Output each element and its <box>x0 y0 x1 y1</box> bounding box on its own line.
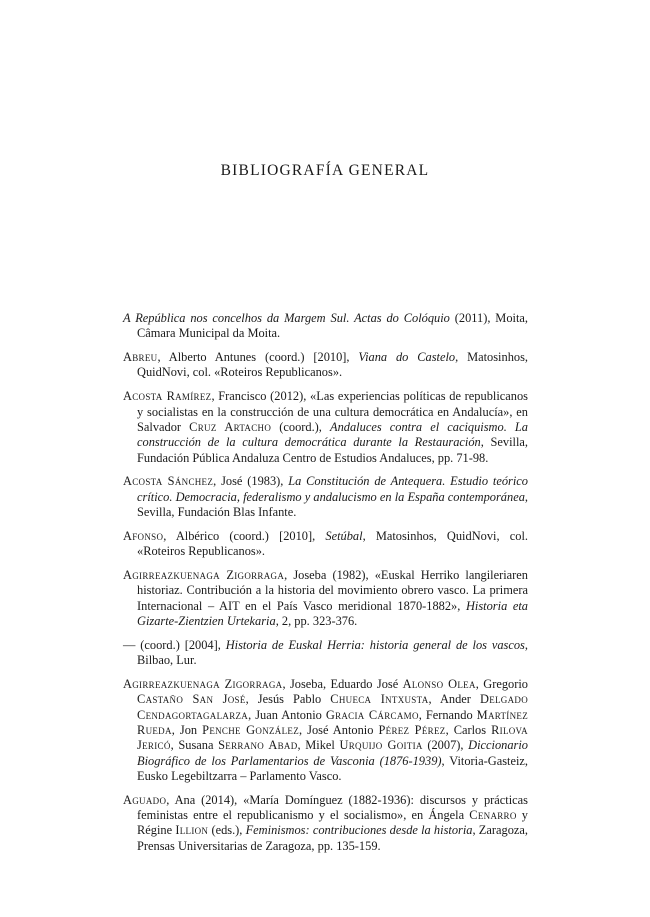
citation-text: , Gregorio <box>475 677 528 692</box>
citation-text: , Fernando <box>418 707 477 722</box>
bibliography-entry <box>123 474 528 520</box>
author-surname: Illion <box>175 823 209 838</box>
author-surname: Aguado <box>123 792 167 807</box>
author-surname: Cruz Artacho <box>189 419 272 434</box>
citation-text: , Juan Antonio <box>248 707 326 722</box>
citation-text: , Albérico (coord.) [2010], <box>163 528 326 543</box>
work-title: Historia eta Gizarte-Zientzien Urtekaria <box>137 598 528 629</box>
bibliography-entry <box>123 638 528 669</box>
citation-text: , Jesús Pablo <box>245 692 331 707</box>
citation-text: , Joseba (1982), «Euskal Herriko langileriaren historiaz. Contribución a la historia del movimiento obrero vasco. La primera Internacional – AIT en el País Vasco meridional 1870-1882», <box>137 568 528 613</box>
bibliography-entry <box>123 677 528 784</box>
citation-text: , Sevilla, Fundación Blas Infante. <box>137 489 528 520</box>
author-surname: Gracia Cárcamo <box>325 707 419 722</box>
citation-text: , Ander <box>428 692 480 707</box>
citation-text: , Ana (2014), «María Domínguez (1882-1936): discursos y prácticas feministas entre el republicanismo y el socialismo», en Ángela <box>137 792 528 823</box>
work-title: A República nos concelhos da Margem Sul. Actas do Colóquio <box>123 311 450 325</box>
citation-text: , Susana <box>170 738 219 753</box>
bibliography-list <box>123 311 528 863</box>
author-surname: Cenarro <box>469 808 517 823</box>
work-title: Historia de Euskal Herria: historia general de los vascos <box>225 637 525 652</box>
author-surname: Rilova Jericó <box>137 722 528 753</box>
bibliography-entry <box>123 311 528 342</box>
author-surname: Serrano Abad <box>218 738 298 753</box>
author-surname: Castaño San José <box>137 692 246 707</box>
citation-text: , Joseba, Eduardo José <box>282 677 403 692</box>
citation-text: , Vitoria-Gasteiz, Eusko Legebiltzarra – Parlamento Vasco. <box>137 753 529 783</box>
author-surname: Penche González <box>202 722 299 737</box>
author-surname: Delgado Cendagortagalarza <box>137 692 529 722</box>
citation-text: , José (1983), <box>213 474 289 489</box>
bibliography-entry <box>123 529 528 560</box>
citation-text: (coord.), <box>271 419 331 434</box>
work-title: La Constitución de Antequera. Estudio teórico crítico. Democracia, federalismo y andalucismo en la España contemporánea <box>137 474 528 504</box>
author-surname: Acosta Sánchez <box>123 474 214 489</box>
citation-text: (2007), <box>422 738 469 753</box>
author-surname: Acosta Ramírez <box>123 389 212 404</box>
work-title: Setúbal <box>325 528 363 543</box>
citation-text: , Carlos <box>445 722 492 737</box>
citation-text: — (coord.) [2004], <box>123 637 226 652</box>
author-surname: Alonso Olea <box>402 677 476 692</box>
citation-text: , Jon <box>171 722 203 737</box>
citation-text: , Alberto Antunes (coord.) [2010], <box>157 350 359 365</box>
author-surname: Agirreazkuenaga Zigorraga <box>123 568 285 583</box>
author-surname: Afonso <box>123 528 164 543</box>
citation-text: , Sevilla, Fundación Pública Andaluza Centro de Estudios Andaluces, pp. 71-98. <box>137 435 528 465</box>
bibliography-entry <box>123 568 528 629</box>
citation-text: , Matosinhos, QuidNovi, col. «Roteiros Republicanos». <box>137 528 528 559</box>
citation-text: , Bilbao, Lur. <box>137 637 528 668</box>
page-title: BIBLIOGRAFÍA GENERAL <box>220 162 430 179</box>
work-title: Viana do Castelo <box>358 350 456 365</box>
citation-text: , 2, pp. 323-376. <box>275 614 358 629</box>
author-surname: Martínez Rueda <box>137 707 528 737</box>
author-surname: Chueca Intxusta <box>330 692 429 707</box>
author-surname: Abreu <box>123 350 158 365</box>
citation-text: , José Antonio <box>299 722 379 737</box>
work-title: Diccionario Biográfico de los Parlamentarios de Vasconia (1876-1939) <box>137 738 529 768</box>
bibliography-entry <box>123 389 528 465</box>
citation-text: , Francisco (2012), «Las experiencias políticas de republicanos y socialistas en la construcción de una cultura democrática en Andalucía», en Salvador <box>137 389 528 434</box>
citation-text: y Régine <box>137 808 529 838</box>
bibliography-entry <box>123 350 528 381</box>
citation-text: (2011), Moita, Câmara Municipal da Moita. <box>137 311 528 341</box>
author-surname: Pérez Pérez <box>378 722 446 737</box>
work-title: Feminismos: contribuciones desde la historia <box>245 823 473 838</box>
citation-text: (eds.), <box>208 823 246 838</box>
citation-text: , Mikel <box>297 738 340 753</box>
work-title: Andaluces contra el caciquismo. La construcción de la cultura democrática durante la Restauración <box>137 419 528 450</box>
author-surname: Urquijo Goitia <box>339 738 423 753</box>
author-surname: Agirreazkuenaga Zigorraga <box>123 677 283 692</box>
citation-text: , Zaragoza, Prensas Universitarias de Zaragoza, pp. 135-159. <box>137 823 528 853</box>
bibliography-entry <box>123 793 528 854</box>
citation-text: , Matosinhos, QuidNovi, col. «Roteiros Republicanos». <box>137 350 529 380</box>
